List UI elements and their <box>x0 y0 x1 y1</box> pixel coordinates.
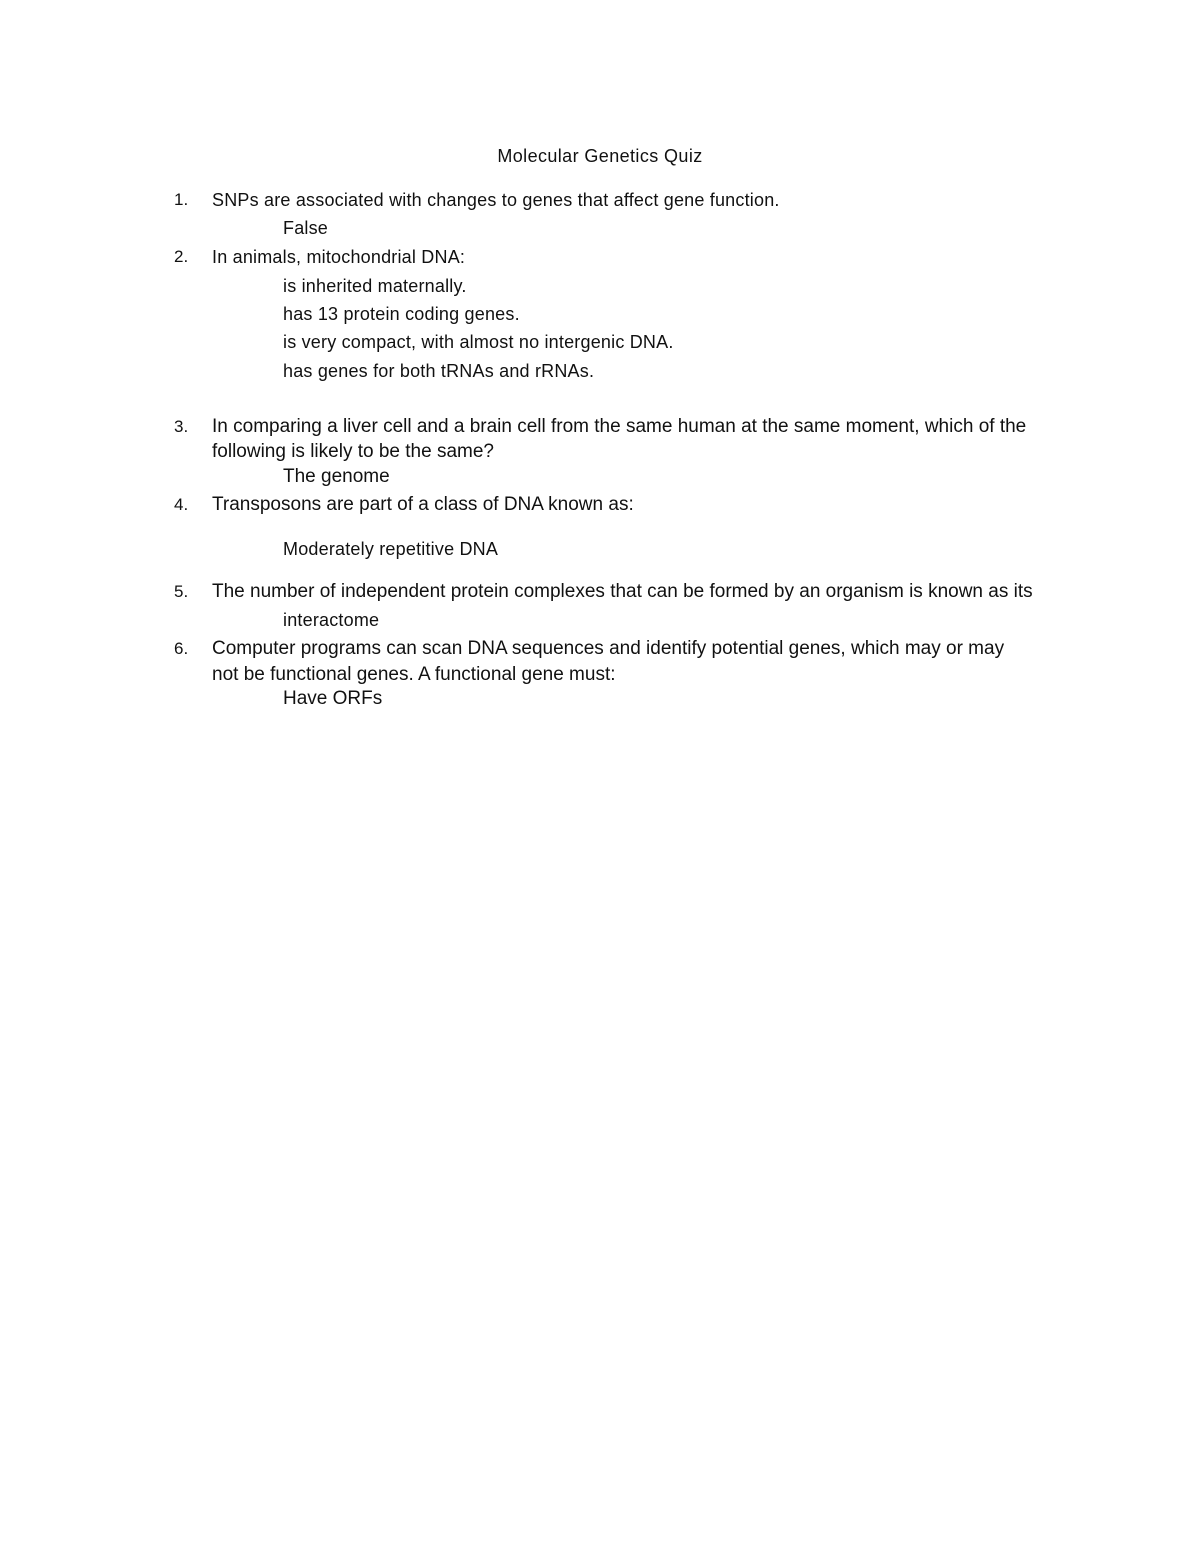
question-text: In animals, mitochondrial DNA: <box>212 247 466 267</box>
answer-text: is inherited maternally. <box>283 276 467 296</box>
question-text: The number of independent protein complexes that can be formed by an organism is known as its <box>212 581 1033 602</box>
answer-text: Moderately repetitive DNA <box>283 539 499 559</box>
question-number: 6. <box>174 639 189 658</box>
question-number: 2. <box>174 247 189 266</box>
question-number: 3. <box>174 417 189 436</box>
answer-text: has 13 protein coding genes. <box>283 304 520 324</box>
answer-text: False <box>283 218 329 238</box>
question-text: In comparing a liver cell and a brain cell from the same human at the same moment, which of the <box>212 416 1027 437</box>
question-number: 1. <box>174 190 189 209</box>
question-number: 5. <box>174 582 189 601</box>
question-text: Transposons are part of a class of DNA known as: <box>212 494 634 515</box>
document-title: Molecular Genetics Quiz <box>497 146 703 166</box>
question-text: SNPs are associated with changes to genes that affect gene function. <box>212 190 780 210</box>
question-text: not be functional genes. A functional gene must: <box>212 664 616 685</box>
question-number: 4. <box>174 495 189 514</box>
answer-text: interactome <box>283 610 380 630</box>
answer-text: The genome <box>283 466 390 487</box>
question-text: following is likely to be the same? <box>212 441 494 462</box>
answer-text: is very compact, with almost no intergenic DNA. <box>283 332 674 352</box>
question-text: Computer programs can scan DNA sequences and identify potential genes, which may or may <box>212 638 1005 659</box>
answer-text: Have ORFs <box>283 688 383 709</box>
answer-text: has genes for both tRNAs and rRNAs. <box>283 361 595 381</box>
